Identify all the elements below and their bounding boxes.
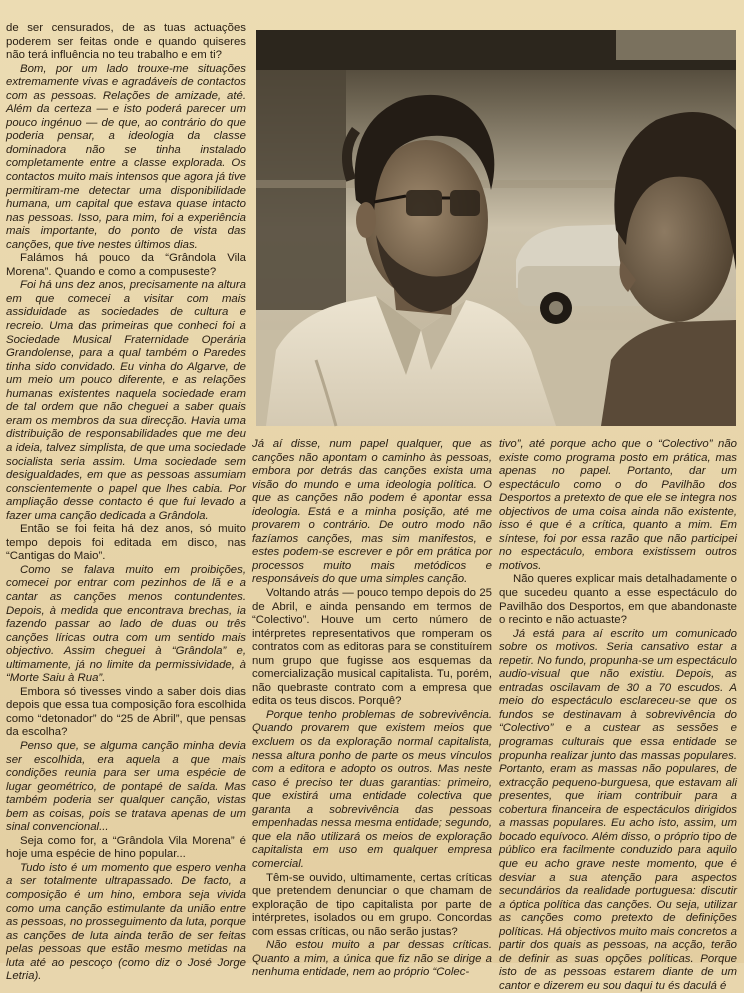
paragraph: Então se foi feita há dez anos, só muito tempo depois foi editada em disco, nas “Cantigas do Maio”. — [6, 523, 246, 563]
paragraph: Não estou muito a par dessas críticas. Quanto a mim, a única que fiz não se dirige a nenhuma entidade, nem ao próprio “Colec- — [252, 939, 492, 979]
text-column-middle — [252, 438, 492, 979]
paragraph: Seja como for, a “Grândola Vila Morena” é hoje uma espécie de hino popular... — [6, 834, 246, 861]
paragraph: Já está para aí escrito um comunicado sobre os motivos. Seria cansativo estar a repetir. No fundo, propunha-se um espectáculo audio-visual que não existiu. Depois, as entradas oscilavam de 30 a 70 escudos. A meio do espectáculo esclareceu-se que os fundos se destinavam à sobrevivência do “Colectivo” e a custear as sessões e programas culturais que essa entidade se propunha realizar junto das massas populares. Portanto, eram as massas não populares, de extracção pequeno-burguesa, que estavam ali presentes, que iriam contribuir para a cobertura financeira de espectáculos dirigidos a massas populares. Eu acho isto, assim, um bocado equívoco. Além disso, o próprio tipo de público era facilmente conduzido para aquilo que eu acho grave neste momento, que é desviar a sua atenção para aspectos secundários da realidade portuguesa: discutir a óptica política das canções. Ou seja, utilizar as canções como pretexto de definições políticas. Há objectivos muito mais concretos a partir dos quais as pessoas, na acção, terão de definir as suas opções políticas. Porque isto de as pessoas estarem diante de um cantor e dizerem eu sou daqui tu és daculá é — [499, 627, 737, 992]
paragraph: Porque tenho problemas de sobrevivência. Quando provarem que existem meios que excluem os da exploração normal capitalista, nessa altura ponho de parte os meus vínculos com a editora e adopto os outros. Mas neste caso é preciso ter duas garantias: primeiro, que existirá uma entidade colectiva que garanta a sobrevivência das pessoas empenhadas nessa mesma entidade; segundo, que ela não utilizará os meios de exploração capitalista em uso em qualquer empresa comercial. — [252, 708, 492, 870]
paragraph: de ser censurados, de as tuas actuações poderem ser feitas onde e quando quiseres não terá influência no teu trabalho e em ti? — [6, 22, 246, 62]
paragraph: Tudo isto é um momento que espero venha a ser totalmente ultrapassado. De facto, a composição é um hino, embora seja vivida como uma canção estimulante da união entre as pessoas, no prosseguimento da luta, porque as canções de luta ainda terão de ser feitas pelas pessoas que estão mesmo metidas na luta até ao pescoço (como diz o José Jorge Letria). — [6, 861, 246, 983]
paragraph: Embora só tivesses vindo a saber dois dias depois que essa tua composição fora escolhida como “detonador” do “25 de Abril”, que pensas da escolha? — [6, 685, 246, 739]
paragraph: Foi há uns dez anos, precisamente na altura em que comecei a visitar com mais assiduidade as sociedades de cultura e recreio. Uma das primeiras que conheci foi a Sociedade Musical Fraternidade Operária Grandolense, para a qual também o Paredes tinha sido convidado. Eu vinha do Algarve, de um meio um pouco diferente, e as relações humanas existentes naquela sociedade eram de tal ordem que não cheguei a saber quais eram os membros da sua direcção. Havia uma distribuição de responsabilidades que me deu a ideia, talvez simplista, de que uma sociedade socialista seria assim. Uma sociedade sem desigualdades, em que as pessoas assumiam conscientemente o papel que lhes cabia. Por ampliação desse contacto é que fui levado a fazer uma canção dedicada a Grândola. — [6, 279, 246, 522]
photo-illustration — [256, 30, 736, 426]
paragraph: Penso que, se alguma canção minha devia ser escolhida, era aquela a que mais condições reunia para ser uma espécie de lugar geométrico, de pontapé de saída. Mas também poderia ser qualquer canção, vistas bem as coisas, pois se tratava apenas de um sinal convencional... — [6, 739, 246, 834]
paragraph: Voltando atrás — pouco tempo depois do 25 de Abril, e ainda pensando em termos de “Colectivo”. Houve um certo número de intérpretes representativos que romperam os contratos com as editoras para se constituírem num grupo que fugisse aos esquemas da comercialização musical capitalista. Tu, porém, não quebraste contrato com a empresa que edita os teus discos. Porquê? — [252, 587, 492, 708]
paragraph: Falámos há pouco da “Grândola Vila Morena”. Quando e como a compuseste? — [6, 252, 246, 278]
paragraph: Já aí disse, num papel qualquer, que as canções não apontam o caminho às pessoas, embora por detrás das canções exista uma visão do mundo e uma ideologia política. O que as canções não podem é apontar essa ideologia. Está e a minha posição, até me provarem o contrário. De outro modo não fazíamos canções, mas sim manifestos, e estes podem-se escrever e pôr em prática por processos muito mais metódicos e responsáveis do que uma simples canção. — [252, 438, 492, 586]
text-column-right — [499, 438, 737, 992]
interview-photograph — [256, 30, 736, 426]
paragraph: Como se falava muito em proibições, comecei por entrar com pezinhos de lã e a cantar as canções menos contundentes. Depois, à medida que encontrava brechas, ia fazendo passar ao lado de duas ou três canções líricas outra com um sentido mais objectivo. Assim cheguei à “Grândola” e, ultimamente, já no limite da permissividade, à “Morte Saiu à Rua”. — [6, 563, 246, 685]
text-column-left — [6, 22, 246, 983]
paragraph: Têm-se ouvido, ultimamente, certas críticas que pretendem denunciar o que chamam de exploração de tipo capitalista por parte de intérpretes, isolados ou em grupo. Concordas com essas críticas, ou não serão justas? — [252, 871, 492, 938]
paragraph: Bom, por um lado trouxe-me situações extremamente vivas e agradáveis de contactos com as pessoas. Relações de amizade, até. Além da certeza — e isto poderá parecer um pouco ingénuo — de que, ao contrário do que poderia pensar, a ideologia da classe dominadora não se tinha instalado completamente entre a classe explorada. Os contactos muito mais intensos que agora já tive permitiram-me detectar uma disponibilidade humana, um capital que estava quase intacto nas pessoas. Isso, para mim, foi a experiência mais importante, do ponto de vista das canções, que tive nestes últimos dias. — [6, 62, 246, 251]
paragraph: tivo”, até porque acho que o “Colectivo” não existe como programa posto em prática, mas apenas no papel. Portanto, dar um espectáculo como o do Pavilhão dos Desportos a pretexto de que ele se integra nos objectivos de uma coisa ainda não existente, isso é que é a crítica, quanto a mim. Em síntese, foi por essa razão que não participei no espectáculo, embora existissem outros motivos. — [499, 438, 737, 572]
paragraph: Não queres explicar mais detalhadamente o que sucedeu quanto a esse espectáculo do Pavilhão dos Desportos, em que abandonaste o recinto e não actuaste? — [499, 573, 737, 627]
